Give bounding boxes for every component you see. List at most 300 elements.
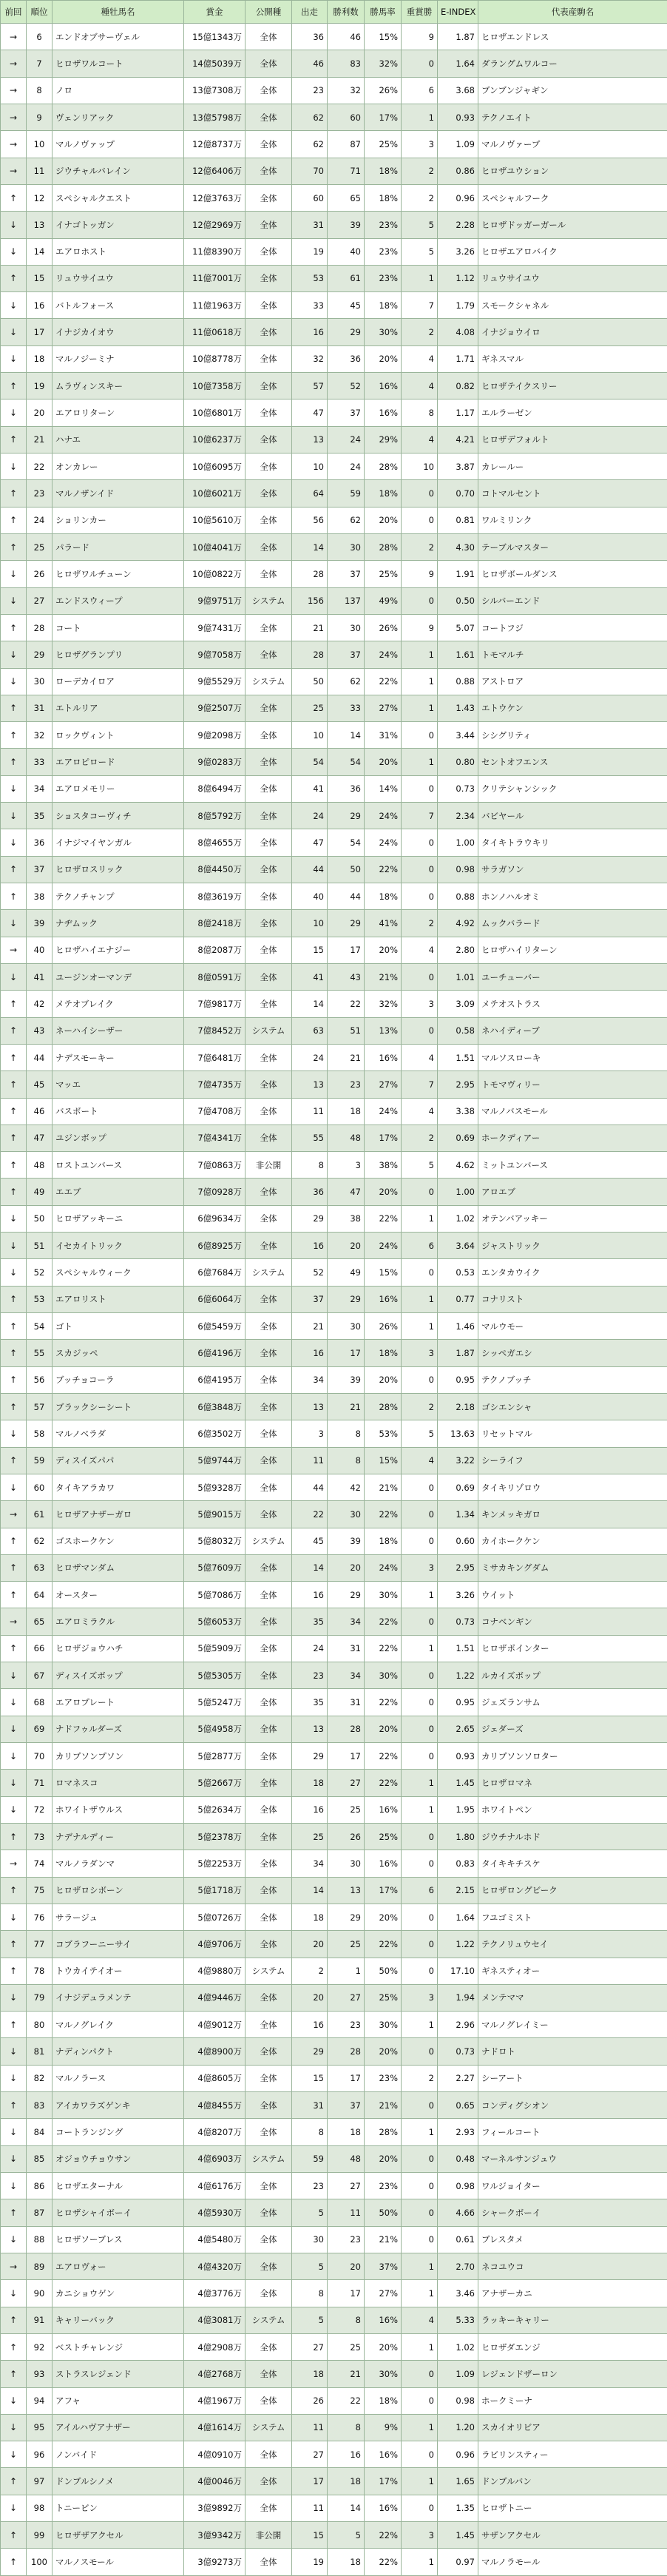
trend-down-icon: ↓ (9, 1992, 18, 2003)
sire-name-cell[interactable]: ヒロザロシボーン (53, 1877, 184, 1904)
sire-name-cell[interactable]: エアロプレート (53, 1689, 184, 1716)
sire-name-cell[interactable]: エアロホスト (53, 238, 184, 265)
sire-name-cell[interactable]: ネーハイシーザー (53, 1017, 184, 1044)
prev-trend-arrow-icon (1, 131, 27, 158)
public-type-cell: 全体 (246, 2173, 292, 2199)
sire-name-cell[interactable]: テクノチャンプ (53, 883, 184, 910)
header-previous[interactable]: 前回 (1, 1, 27, 24)
sire-name-cell[interactable]: ゴスホークケン (53, 1528, 184, 1554)
win-rate-cell: 30% (365, 1662, 402, 1689)
win-rate-cell: 20% (365, 1366, 402, 1393)
prev-trend-arrow-icon (1, 963, 27, 990)
representative-cell[interactable]: マルウモー (478, 1313, 667, 1340)
table-row (1, 1528, 667, 1554)
rank-cell: 39 (27, 910, 53, 937)
representative-cell[interactable]: ヒロザポインター (478, 1635, 667, 1662)
win-rate-cell: 25% (365, 1823, 402, 1850)
representative-cell[interactable]: ヒロザトニー (478, 2495, 667, 2521)
graded-wins-cell: 0 (402, 587, 438, 614)
representative-cell[interactable]: タイキリゾロウ (478, 1474, 667, 1500)
representative-cell[interactable]: アストロア (478, 668, 667, 695)
sire-name-cell[interactable]: カリプソンプソン (53, 1743, 184, 1770)
sire-name-cell[interactable]: ロストユンバース (53, 1152, 184, 1179)
rank-cell: 29 (27, 641, 53, 668)
sire-name-cell[interactable]: イナジカイオウ (53, 319, 184, 345)
sire-name-cell[interactable]: イナゴトッガン (53, 212, 184, 238)
table-row (1, 2280, 667, 2307)
sire-name-cell[interactable]: トウカイテイオー (53, 1958, 184, 1984)
table-row (1, 1125, 667, 1151)
sire-name-cell[interactable]: ヒロザワルコート (53, 50, 184, 77)
representative-cell[interactable]: ヒロザドッガーガール (478, 212, 667, 238)
starts-cell: 11 (292, 2414, 328, 2441)
sire-name-cell[interactable]: マルノラダンマ (53, 1850, 184, 1877)
sire-name-cell[interactable]: コート (53, 614, 184, 641)
representative-cell[interactable]: セントオフエンス (478, 749, 667, 775)
representative-cell[interactable]: ヒロザボールダンス (478, 561, 667, 587)
sire-name-cell[interactable]: イセカイトリック (53, 1233, 184, 1259)
header-win-rate[interactable]: 勝馬率 (365, 1, 402, 24)
sire-name-cell[interactable]: ヒロザエターナル (53, 2173, 184, 2199)
representative-cell[interactable]: ゴシエンシャ (478, 1393, 667, 1420)
table-row (1, 2414, 667, 2441)
sire-name-cell[interactable]: エアロピロード (53, 749, 184, 775)
header-wins[interactable]: 勝利数 (328, 1, 365, 24)
wins-cell: 36 (328, 345, 365, 372)
e-index-cell: 1.09 (438, 2361, 478, 2387)
representative-cell[interactable]: ヒロザユウション (478, 158, 667, 184)
representative-cell[interactable]: ヒロザテイクスリー (478, 373, 667, 399)
sire-name-cell[interactable]: マルノスモール (53, 2549, 184, 2576)
public-type-cell: 全体 (246, 373, 292, 399)
sire-name-cell[interactable]: ナドフゥルダーズ (53, 1716, 184, 1742)
representative-cell[interactable]: シャークボーイ (478, 2199, 667, 2226)
representative-cell[interactable]: ワルジョイター (478, 2173, 667, 2199)
win-rate-cell: 28% (365, 533, 402, 560)
table-row (1, 883, 667, 910)
rank-cell: 74 (27, 1850, 53, 1877)
representative-cell[interactable]: ラビリンスティー (478, 2441, 667, 2468)
representative-cell[interactable]: ヒロザダエンジ (478, 2333, 667, 2360)
representative-cell[interactable]: タイキキチスケ (478, 1850, 667, 1877)
representative-cell[interactable]: ユーチューバー (478, 963, 667, 990)
sire-name-cell[interactable]: ナヂムック (53, 910, 184, 937)
starts-cell: 41 (292, 963, 328, 990)
sire-name-cell[interactable]: キャリーバック (53, 2307, 184, 2333)
sire-name-cell[interactable]: ヴェンリアック (53, 104, 184, 130)
sire-name-cell[interactable]: マルノザンイド (53, 480, 184, 507)
header-representative[interactable]: 代表産駒名 (478, 1, 667, 24)
representative-cell[interactable]: ジウチナルホド (478, 1823, 667, 1850)
prev-trend-arrow-icon (1, 2199, 27, 2226)
sire-name-cell[interactable]: タイキアラカワ (53, 1474, 184, 1500)
representative-cell[interactable]: ギネスマル (478, 345, 667, 372)
table-row (1, 212, 667, 238)
sire-name-cell[interactable]: アイカワラズゲンキ (53, 2092, 184, 2119)
representative-cell[interactable]: ジャストリック (478, 1233, 667, 1259)
wins-cell: 52 (328, 373, 365, 399)
sire-name-cell[interactable]: ヒロザグランプリ (53, 641, 184, 668)
sire-name-cell[interactable]: サラージュ (53, 1904, 184, 1930)
sire-name-cell[interactable]: マルノヴァップ (53, 131, 184, 158)
public-type-cell: 全体 (246, 507, 292, 533)
table-row (1, 991, 667, 1017)
table-row (1, 1904, 667, 1930)
representative-cell[interactable]: テーブルマスター (478, 533, 667, 560)
header-sire-name[interactable]: 種牡馬名 (53, 1, 184, 24)
representative-cell[interactable]: ミットユンバース (478, 1152, 667, 1179)
sire-name-cell[interactable]: ヒロザアッキーニ (53, 1205, 184, 1232)
win-rate-cell: 21% (365, 2226, 402, 2253)
sire-name-cell[interactable]: ヒロザワルチューン (53, 561, 184, 587)
representative-cell[interactable]: クリテシャンシック (478, 775, 667, 802)
graded-wins-cell: 0 (402, 50, 438, 77)
representative-cell[interactable]: コトマルセント (478, 480, 667, 507)
representative-cell[interactable]: カイホークケン (478, 1528, 667, 1554)
starts-cell: 28 (292, 641, 328, 668)
sire-name-cell[interactable]: マルノラース (53, 2065, 184, 2091)
sire-name-cell[interactable]: エアロミラクル (53, 1608, 184, 1635)
header-graded-wins[interactable]: 重賞勝 (402, 1, 438, 24)
trend-same-icon: → (9, 2261, 18, 2272)
representative-cell[interactable]: ドンブルバン (478, 2468, 667, 2495)
representative-cell[interactable]: マルノラモール (478, 2549, 667, 2576)
sire-name-cell[interactable]: ノンバイド (53, 2441, 184, 2468)
prize-cell: 13億7308万 (184, 77, 246, 104)
sire-name-cell[interactable]: オジョウチョウサン (53, 2145, 184, 2172)
sire-name-cell[interactable]: ドンブルシノメ (53, 2468, 184, 2495)
sire-name-cell[interactable]: ナデナルディー (53, 1823, 184, 1850)
sire-name-cell[interactable]: ジウチャルバレイン (53, 158, 184, 184)
e-index-cell: 0.69 (438, 1474, 478, 1500)
wins-cell: 25 (328, 2333, 365, 2360)
wins-cell: 21 (328, 1044, 365, 1070)
representative-cell[interactable]: コナリスト (478, 1286, 667, 1312)
representative-cell[interactable]: シルバーエンド (478, 587, 667, 614)
public-type-cell: 全体 (246, 1689, 292, 1716)
sire-name-cell[interactable]: トニービン (53, 2495, 184, 2521)
prize-cell: 10億0822万 (184, 561, 246, 587)
sire-name-cell[interactable]: バスボート (53, 1098, 184, 1125)
sire-name-cell[interactable]: ゴト (53, 1313, 184, 1340)
representative-cell[interactable]: アナザーカニ (478, 2280, 667, 2307)
representative-cell[interactable]: ジェズランサム (478, 1689, 667, 1716)
e-index-cell: 2.65 (438, 1716, 478, 1742)
win-rate-cell: 20% (365, 937, 402, 963)
representative-cell[interactable]: ルカイズボップ (478, 1662, 667, 1689)
win-rate-cell: 30% (365, 319, 402, 345)
table-row (1, 695, 667, 721)
header-starts[interactable]: 出走 (292, 1, 328, 24)
public-type-cell: 全体 (246, 533, 292, 560)
win-rate-cell: 18% (365, 1340, 402, 1366)
header-e-index[interactable]: E-INDEX (438, 1, 478, 24)
sire-name-cell[interactable]: ハナエ (53, 426, 184, 453)
sire-name-cell[interactable]: ユジンボップ (53, 1125, 184, 1151)
trend-down-icon: ↓ (9, 1697, 18, 1708)
representative-cell[interactable]: マルノバスモール (478, 1098, 667, 1125)
win-rate-cell: 32% (365, 50, 402, 77)
table-row (1, 775, 667, 802)
sire-name-cell[interactable]: ショリンカー (53, 507, 184, 533)
rank-cell: 20 (27, 399, 53, 426)
graded-wins-cell: 0 (402, 856, 438, 883)
sire-name-cell[interactable]: ヒロザアナザーガロ (53, 1501, 184, 1528)
prize-cell: 5億5909万 (184, 1635, 246, 1662)
sire-name-cell[interactable]: ナディンパクト (53, 2038, 184, 2065)
representative-cell[interactable]: オテンバアッキー (478, 1205, 667, 1232)
prev-trend-arrow-icon (1, 1286, 27, 1312)
sire-name-cell[interactable]: ローデカイロア (53, 668, 184, 695)
representative-cell[interactable]: エルラーゼン (478, 399, 667, 426)
representative-cell[interactable]: ミサカキングダム (478, 1554, 667, 1581)
prize-cell: 12億2969万 (184, 212, 246, 238)
sire-name-cell[interactable]: マルノジーミナ (53, 345, 184, 372)
representative-cell[interactable]: コンディグシオン (478, 2092, 667, 2119)
representative-cell[interactable]: カレールー (478, 454, 667, 480)
win-rate-cell: 9% (365, 2414, 402, 2441)
sire-name-cell[interactable]: スカジッペ (53, 1340, 184, 1366)
representative-cell[interactable]: シッペガエシ (478, 1340, 667, 1366)
e-index-cell: 0.73 (438, 775, 478, 802)
header-public-type[interactable]: 公開種 (246, 1, 292, 24)
prize-cell: 5億2634万 (184, 1796, 246, 1823)
trend-up-icon: ↑ (9, 2315, 18, 2326)
representative-cell[interactable]: フィールコート (478, 2119, 667, 2145)
representative-cell[interactable]: サザンアクセル (478, 2522, 667, 2549)
representative-cell[interactable]: エトウケン (478, 695, 667, 721)
sire-name-cell[interactable]: スペシャルクエスト (53, 184, 184, 211)
win-rate-cell: 18% (365, 184, 402, 211)
representative-cell[interactable]: ヒロザエンドレス (478, 24, 667, 50)
sire-name-cell[interactable]: オンカレー (53, 454, 184, 480)
sire-name-cell[interactable]: カニショウゲン (53, 2280, 184, 2307)
rank-cell: 66 (27, 1635, 53, 1662)
representative-cell[interactable]: テクノエイト (478, 104, 667, 130)
sire-name-cell[interactable]: コートランジング (53, 2119, 184, 2145)
representative-cell[interactable]: ラッキーキャリー (478, 2307, 667, 2333)
sire-name-cell[interactable]: マルノベラダ (53, 1420, 184, 1447)
representative-cell[interactable]: ブンブンジャギン (478, 77, 667, 104)
win-rate-cell: 13% (365, 1017, 402, 1044)
prev-trend-arrow-icon (1, 454, 27, 480)
sire-name-cell[interactable]: ショスタコーヴィチ (53, 803, 184, 829)
starts-cell: 14 (292, 533, 328, 560)
representative-cell[interactable]: ホークディアー (478, 1125, 667, 1151)
representative-cell[interactable]: ジェダーズ (478, 1716, 667, 1742)
rank-cell: 88 (27, 2226, 53, 2253)
representative-cell[interactable]: マルソスローキ (478, 1044, 667, 1070)
sire-name-cell[interactable]: ディスイズパパ (53, 1447, 184, 1474)
starts-cell: 15 (292, 937, 328, 963)
sire-name-cell[interactable]: ムラヴィンスキー (53, 373, 184, 399)
wins-cell: 33 (328, 695, 365, 721)
representative-cell[interactable]: ヒロザハイリターン (478, 937, 667, 963)
e-index-cell: 1.80 (438, 1823, 478, 1850)
table-row (1, 1259, 667, 1286)
representative-cell[interactable]: ムックバラード (478, 910, 667, 937)
representative-cell[interactable]: ウイット (478, 1582, 667, 1608)
sire-name-cell[interactable]: ヒロザロスリック (53, 856, 184, 883)
sire-name-cell[interactable]: エアロリターン (53, 399, 184, 426)
representative-cell[interactable]: ホンノハルオミ (478, 883, 667, 910)
representative-cell[interactable]: ギネスティオー (478, 1958, 667, 1984)
sire-name-cell[interactable]: ロックヴィント (53, 722, 184, 749)
sire-name-cell[interactable]: ヒロザソーブレス (53, 2226, 184, 2253)
representative-cell[interactable]: アロエブ (478, 1179, 667, 1205)
representative-cell[interactable]: シシグリティ (478, 722, 667, 749)
prize-cell: 5億7609万 (184, 1554, 246, 1581)
sire-name-cell[interactable]: マルノグレイク (53, 2012, 184, 2038)
representative-cell[interactable]: リセットマル (478, 1420, 667, 1447)
representative-cell[interactable]: ヒロザロングビーク (478, 1877, 667, 1904)
sire-name-cell[interactable]: エエブ (53, 1179, 184, 1205)
representative-cell[interactable]: マルノグレイミー (478, 2012, 667, 2038)
representative-cell[interactable]: マーネルサンジュウ (478, 2145, 667, 2172)
public-type-cell: 全体 (246, 1474, 292, 1500)
representative-cell[interactable]: スカイオリビア (478, 2414, 667, 2441)
e-index-cell: 1.34 (438, 1501, 478, 1528)
table-row (1, 2468, 667, 2495)
sire-name-cell[interactable]: ヒロザマンダム (53, 1554, 184, 1581)
win-rate-cell: 18% (365, 1528, 402, 1554)
e-index-cell: 1.95 (438, 1796, 478, 1823)
representative-cell[interactable]: テクノブッチ (478, 1366, 667, 1393)
sire-name-cell[interactable]: ユージンオーマンデ (53, 963, 184, 990)
representative-cell[interactable]: シーライフ (478, 1447, 667, 1474)
representative-cell[interactable]: イナジョウイロ (478, 319, 667, 345)
rank-cell: 11 (27, 158, 53, 184)
sire-name-cell[interactable]: ストラスレジェンド (53, 2361, 184, 2387)
representative-cell[interactable]: リュウサイユウ (478, 265, 667, 291)
sire-name-cell[interactable]: ディスイズボップ (53, 1662, 184, 1689)
representative-cell[interactable]: フユゴミスト (478, 1904, 667, 1930)
representative-cell[interactable]: メンテママ (478, 1984, 667, 2011)
rank-cell: 77 (27, 1931, 53, 1958)
header-prize[interactable]: 賞金 (184, 1, 246, 24)
prize-cell: 10億8778万 (184, 345, 246, 372)
representative-cell[interactable]: トモマルチ (478, 641, 667, 668)
prev-trend-arrow-icon (1, 991, 27, 1017)
rank-cell: 68 (27, 1689, 53, 1716)
trend-up-icon: ↑ (9, 1321, 18, 1332)
graded-wins-cell: 0 (402, 1017, 438, 1044)
sire-name-cell[interactable]: ベストチャレンジ (53, 2333, 184, 2360)
sire-name-cell[interactable]: スペシャルウィーク (53, 1259, 184, 1286)
win-rate-cell: 17% (365, 1877, 402, 1904)
representative-cell[interactable]: トモマヴィリー (478, 1071, 667, 1098)
representative-cell[interactable]: タイキトラウキリ (478, 829, 667, 856)
sire-name-cell[interactable]: コブラフーニーサイ (53, 1931, 184, 1958)
rank-cell: 54 (27, 1313, 53, 1340)
representative-cell[interactable]: ヒロザロマネ (478, 1770, 667, 1796)
graded-wins-cell: 1 (402, 2549, 438, 2576)
sire-name-cell[interactable]: ナデスモーキー (53, 1044, 184, 1070)
win-rate-cell: 16% (365, 399, 402, 426)
representative-cell[interactable]: ホークミーナ (478, 2387, 667, 2414)
trend-up-icon: ↑ (9, 1536, 18, 1547)
table-row (1, 963, 667, 990)
representative-cell[interactable]: テクノリュウセイ (478, 1931, 667, 1958)
representative-cell[interactable]: ダラングムワルコー (478, 50, 667, 77)
sire-name-cell[interactable]: ノロ (53, 77, 184, 104)
sire-name-cell[interactable]: エアロメモリー (53, 775, 184, 802)
sire-name-cell[interactable]: イナジマイヤンガル (53, 829, 184, 856)
sire-name-cell[interactable]: バトルフォース (53, 292, 184, 319)
starts-cell: 35 (292, 1689, 328, 1716)
table-row (1, 1233, 667, 1259)
representative-cell[interactable]: サラガソン (478, 856, 667, 883)
sire-name-cell[interactable]: エンドスウィープ (53, 587, 184, 614)
sire-name-cell[interactable]: イナジデュラメンテ (53, 1984, 184, 2011)
table-row (1, 1286, 667, 1312)
sire-name-cell[interactable]: エトルリア (53, 695, 184, 721)
representative-cell[interactable]: スモークシャネル (478, 292, 667, 319)
sire-name-cell[interactable]: ロマネスコ (53, 1770, 184, 1796)
wins-cell: 1 (328, 1958, 365, 1984)
representative-cell[interactable]: ホワイトペン (478, 1796, 667, 1823)
representative-cell[interactable]: エンタカウイク (478, 1259, 667, 1286)
sire-name-cell[interactable]: ブラックシーシート (53, 1393, 184, 1420)
representative-cell[interactable]: コナベンギン (478, 1608, 667, 1635)
representative-cell[interactable]: ネコユウコ (478, 2253, 667, 2279)
sire-name-cell[interactable]: ヒロザザアクセル (53, 2522, 184, 2549)
wins-cell: 16 (328, 2441, 365, 2468)
representative-cell[interactable]: コートフジ (478, 614, 667, 641)
sire-name-cell[interactable]: アフャ (53, 2387, 184, 2414)
representative-cell[interactable]: メテオストラス (478, 991, 667, 1017)
win-rate-cell: 53% (365, 1420, 402, 1447)
representative-cell[interactable]: キンメッキガロ (478, 1501, 667, 1528)
prize-cell: 7億0928万 (184, 1179, 246, 1205)
sire-name-cell[interactable]: ヒロザジョウハチ (53, 1635, 184, 1662)
e-index-cell: 0.96 (438, 184, 478, 211)
representative-cell[interactable]: スペシャルフーク (478, 184, 667, 211)
sire-name-cell[interactable]: メテオブレイク (53, 991, 184, 1017)
sire-name-cell[interactable]: エンドオブサーヴェル (53, 24, 184, 50)
representative-cell[interactable]: ネハイディーブ (478, 1017, 667, 1044)
sire-name-cell[interactable]: オースター (53, 1582, 184, 1608)
sire-name-cell[interactable]: ヒロザシャイボーイ (53, 2199, 184, 2226)
representative-cell[interactable]: カリプソンソロター (478, 1743, 667, 1770)
representative-cell[interactable]: ヒロザデフォルト (478, 426, 667, 453)
win-rate-cell: 23% (365, 212, 402, 238)
starts-cell: 15 (292, 2522, 328, 2549)
representative-cell[interactable]: ワルミリンク (478, 507, 667, 533)
representative-cell[interactable]: レジェンドザーロン (478, 2361, 667, 2387)
starts-cell: 8 (292, 2119, 328, 2145)
representative-cell[interactable]: ヒロザエアロバイク (478, 238, 667, 265)
representative-cell[interactable]: バビヤール (478, 803, 667, 829)
representative-cell[interactable]: ナドロト (478, 2038, 667, 2065)
representative-cell[interactable]: ブレスタメ (478, 2226, 667, 2253)
sire-name-cell[interactable]: ヒロザハイエナジー (53, 937, 184, 963)
sire-name-cell[interactable]: アイルハヴアナザー (53, 2414, 184, 2441)
table-row (1, 668, 667, 695)
sire-name-cell[interactable]: エアロヴォー (53, 2253, 184, 2279)
sire-name-cell[interactable]: エアロリスト (53, 1286, 184, 1312)
sire-name-cell[interactable]: パラード (53, 533, 184, 560)
sire-name-cell[interactable]: リュウサイユウ (53, 265, 184, 291)
sire-name-cell[interactable]: マッエ (53, 1071, 184, 1098)
sire-name-cell[interactable]: ホワイトザウルス (53, 1796, 184, 1823)
prev-trend-arrow-icon (1, 1233, 27, 1259)
header-rank[interactable]: 順位 (27, 1, 53, 24)
public-type-cell: 全体 (246, 722, 292, 749)
sire-name-cell[interactable]: ブッチョコーラ (53, 1366, 184, 1393)
representative-cell[interactable]: マルノヴァープ (478, 131, 667, 158)
representative-cell[interactable]: シーアート (478, 2065, 667, 2091)
